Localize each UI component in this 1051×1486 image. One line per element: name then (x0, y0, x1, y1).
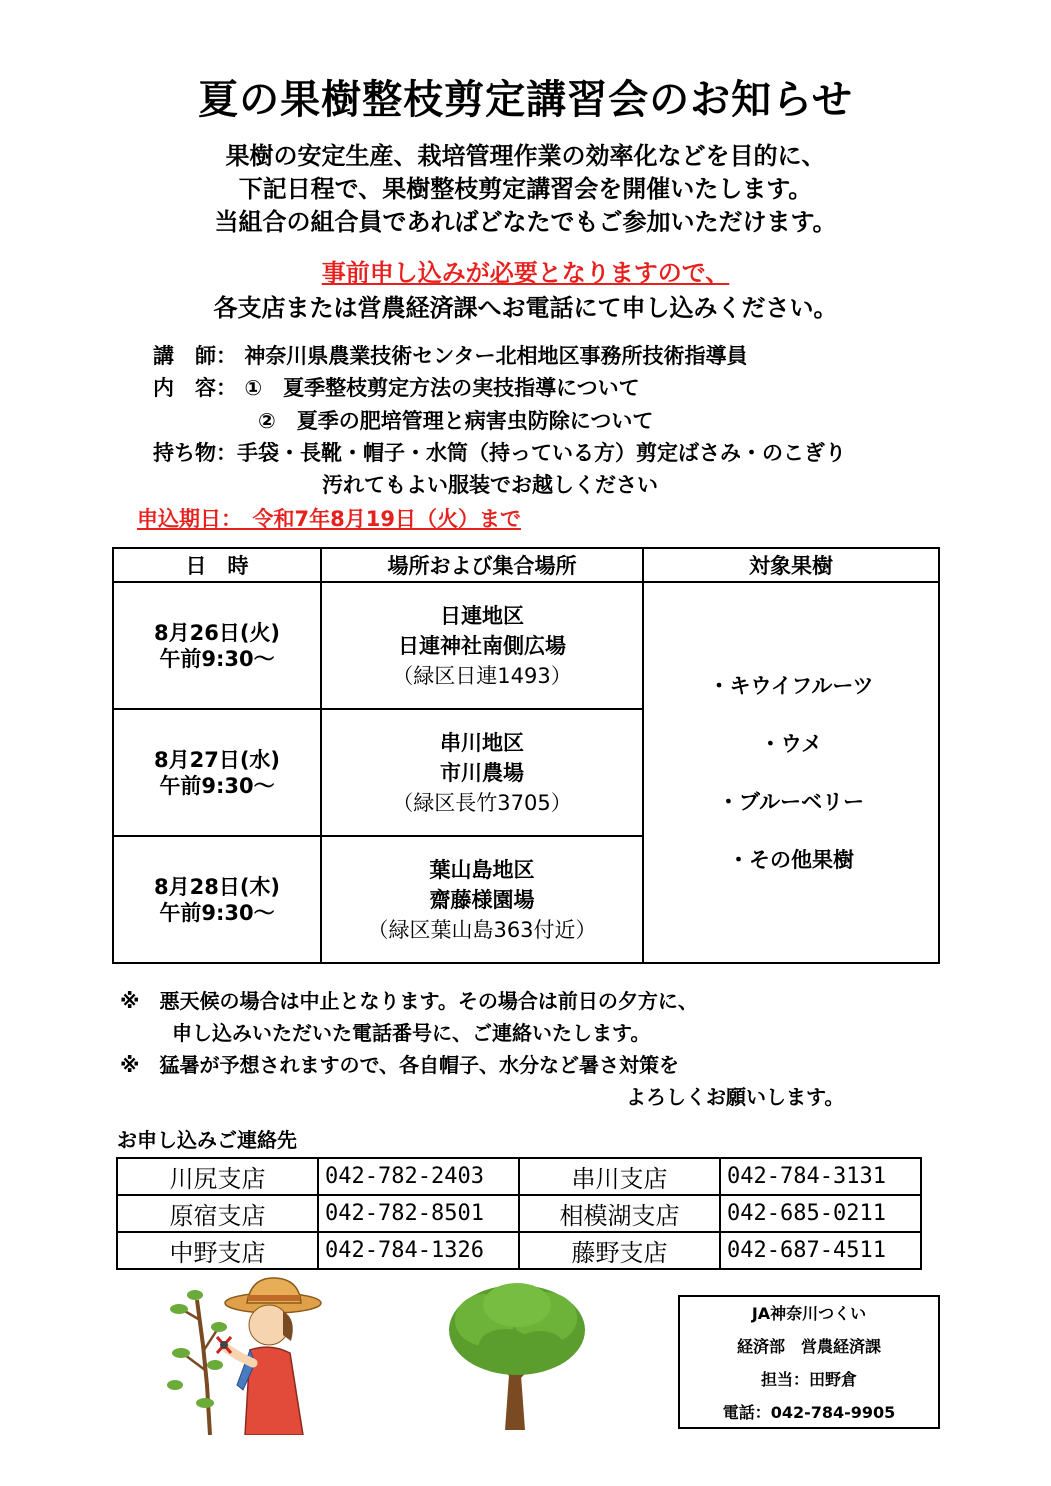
session-time: 午前9:30～ (159, 773, 275, 798)
session-area: 日連地区 (440, 603, 524, 628)
tree-illustration (445, 1280, 590, 1430)
gardener-pruning-illustration (155, 1275, 330, 1435)
page-title: 夏の果樹整枝剪定講習会のお知らせ (198, 77, 853, 123)
branch-name: 中野支店 (117, 1232, 318, 1269)
lecturer-label: 講 師： (153, 344, 237, 368)
table-row (117, 1158, 921, 1195)
session-date: 8月26日(火) (153, 620, 281, 645)
contacts-table (116, 1157, 922, 1270)
header-datetime: 日 時 (113, 548, 321, 582)
note-2-line-1: ※ 猛暑が予想されますので、各自帽子、水分など暑さ対策を (120, 1053, 680, 1077)
schedule-table (112, 547, 940, 964)
registration-required-notice: 事前申し込みが必要となりますので、 (321, 259, 730, 287)
session-time: 午前9:30～ (159, 646, 275, 671)
session-place: 日連神社南側広場 (398, 633, 566, 658)
session-date: 8月27日(水) (153, 747, 281, 772)
target-fruits-cell (643, 582, 939, 963)
intro-text (0, 140, 1051, 239)
session-address: （緑区長竹3705） (392, 790, 572, 815)
application-deadline: 申込期日： 令和7年8月19日（火）まで (137, 507, 521, 531)
table-row (113, 582, 939, 709)
branch-phone: 042-687-4511 (720, 1232, 921, 1269)
note-1-line-2: 申し込みいただいた電話番号に、ご連絡いたします。 (172, 1021, 651, 1045)
content-label: 内 容： (153, 376, 237, 400)
session-place: 齋藤様園場 (429, 887, 535, 912)
office-phone: 電話：042-784-9905 (722, 1403, 896, 1422)
office-contact-box (678, 1295, 940, 1429)
branch-phone: 042-685-0211 (720, 1195, 921, 1232)
branch-phone: 042-784-1326 (318, 1232, 519, 1269)
branch-phone: 042-782-8501 (318, 1195, 519, 1232)
belongings-line: 持ち物：手袋・長靴・帽子・水筒（持っている方）剪定ばさみ・のこぎり (153, 441, 846, 465)
table-row (117, 1195, 921, 1232)
header-place: 場所および集合場所 (321, 548, 643, 582)
intro-line-2: 下記日程で、果樹整枝剪定講習会を開催いたします。 (238, 175, 813, 203)
schedule-header-row (113, 548, 939, 582)
branch-phone: 042-782-2403 (318, 1158, 519, 1195)
branch-name: 相模湖支店 (519, 1195, 720, 1232)
schedule-date-cell (113, 709, 321, 836)
notes-section (120, 985, 844, 1113)
lecturer-value: 神奈川県農業技術センター北相地区事務所技術指導員 (244, 344, 748, 368)
office-department: 経済部 営農経済課 (736, 1337, 881, 1356)
schedule-place-cell (321, 709, 643, 836)
branch-name: 串川支店 (519, 1158, 720, 1195)
content-line-1 (153, 373, 640, 403)
office-person: 担当：田野倉 (760, 1370, 857, 1389)
session-time: 午前9:30～ (159, 900, 275, 925)
schedule-date-cell (113, 836, 321, 963)
intro-line-3: 当組合の組合員であればどなたでもご参加いただけます。 (214, 208, 837, 236)
fruit-item: ・ウメ (759, 731, 823, 756)
clothing-line: 汚れてもよい服装でお越しください (322, 473, 658, 497)
fruit-item: ・その他果樹 (728, 847, 854, 872)
schedule-place-cell (321, 582, 643, 709)
note-2-line-2: よろしくお願いします。 (626, 1085, 845, 1109)
fruit-item: ・ブルーベリー (717, 789, 865, 814)
content-item-2: ② 夏季の肥培管理と病害虫防除について (258, 409, 654, 433)
session-address: （緑区日連1493） (392, 663, 572, 688)
session-date: 8月28日(木) (153, 874, 281, 899)
registration-instruction: 各支店または営農経済課へお電話にて申し込みください。 (213, 294, 838, 322)
branch-name: 藤野支店 (519, 1232, 720, 1269)
content-item-1: ① 夏季整枝剪定方法の実技指導について (244, 376, 640, 400)
lecturer-line (153, 341, 747, 371)
fruit-item: ・キウイフルーツ (708, 673, 874, 698)
session-area: 葉山島地区 (429, 857, 535, 882)
table-row (117, 1232, 921, 1269)
session-area: 串川地区 (440, 730, 524, 755)
session-address: （緑区葉山島363付近） (367, 917, 597, 942)
schedule-date-cell (113, 582, 321, 709)
schedule-place-cell (321, 836, 643, 963)
branch-name: 川尻支店 (117, 1158, 318, 1195)
note-1-line-1: ※ 悪天候の場合は中止となります。その場合は前日の夕方に、 (120, 989, 698, 1013)
branch-phone: 042-784-3131 (720, 1158, 921, 1195)
contact-heading: お申し込みご連絡先 (117, 1128, 297, 1152)
intro-line-1: 果樹の安定生産、栽培管理作業の効率化などを目的に、 (225, 142, 826, 170)
office-org: JA神奈川つくい (751, 1304, 867, 1323)
header-fruits: 対象果樹 (643, 548, 939, 582)
session-place: 市川農場 (440, 760, 524, 785)
branch-name: 原宿支店 (117, 1195, 318, 1232)
